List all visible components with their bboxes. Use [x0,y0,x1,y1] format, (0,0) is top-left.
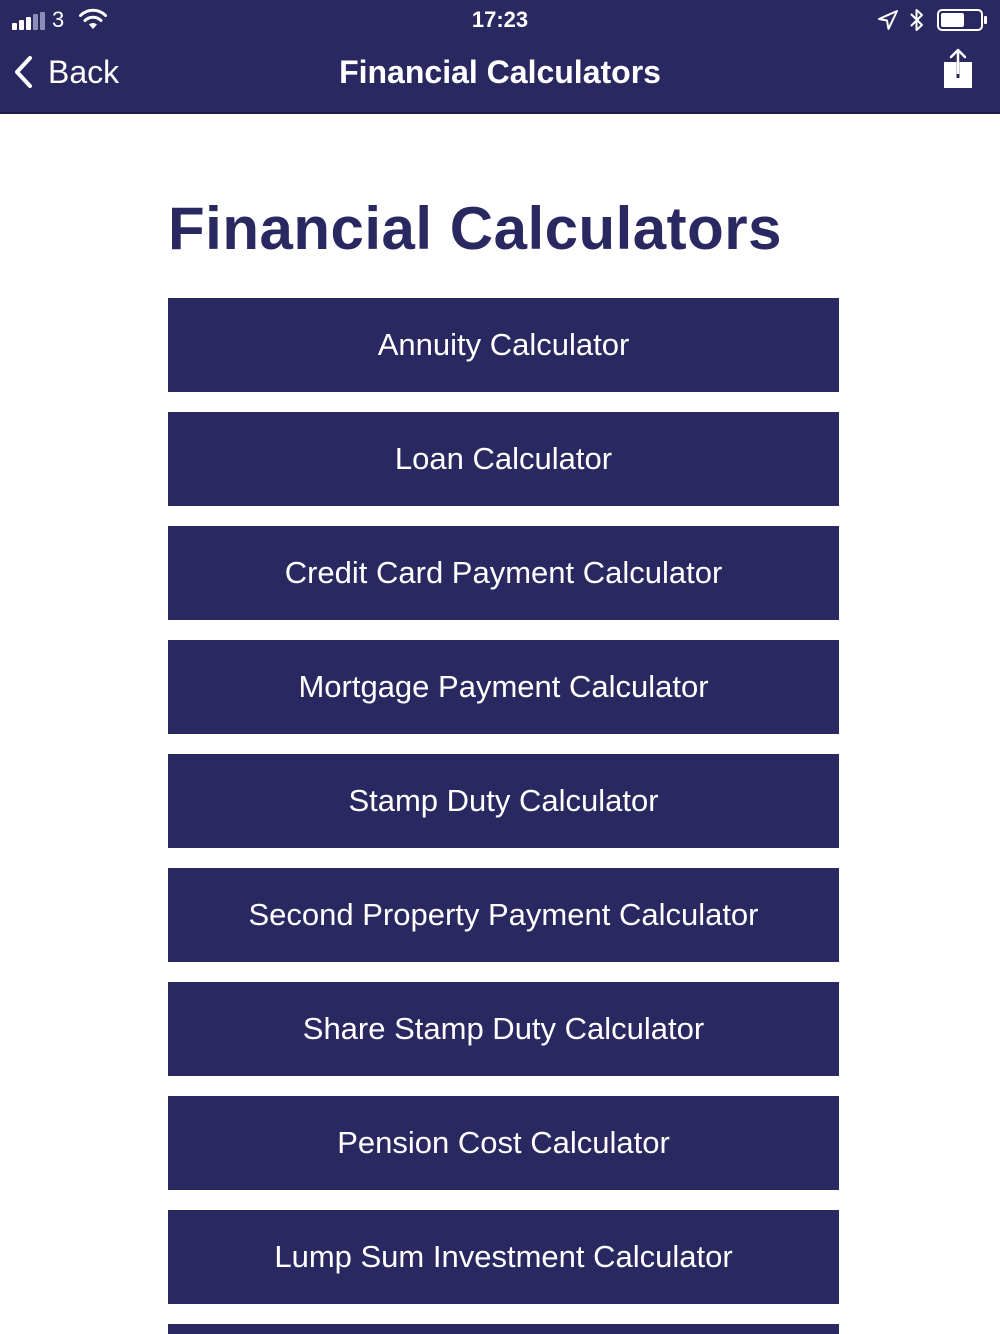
share-stamp-duty-calculator-button[interactable]: Share Stamp Duty Calculator [168,982,839,1076]
loan-calculator-button[interactable]: Loan Calculator [168,412,839,506]
mortgage-payment-calculator-button[interactable]: Mortgage Payment Calculator [168,640,839,734]
lump-sum-investment-calculator-button[interactable]: Lump Sum Investment Calculator [168,1210,839,1304]
back-label: Back [48,54,120,90]
location-arrow-icon [876,9,900,31]
back-chevron-icon [12,55,34,89]
status-time: 17:23 [471,7,529,32]
carrier-name: 3 [52,7,65,32]
navigation-bar [0,40,1000,112]
calculator-list [168,298,839,1334]
status-bar [0,0,1000,40]
credit-card-payment-calculator-button[interactable]: Credit Card Payment Calculator [168,526,839,620]
nav-title: Financial Calculators [339,54,661,90]
annuity-calculator-button[interactable]: Annuity Calculator [168,298,839,392]
main-content [168,114,839,1334]
top-bar [0,0,1000,114]
calculator-button-partial[interactable] [168,1324,839,1334]
back-button[interactable] [12,50,119,94]
share-icon[interactable] [940,48,976,92]
pension-cost-calculator-button[interactable]: Pension Cost Calculator [168,1096,839,1190]
bluetooth-icon [907,7,927,33]
battery-icon [937,9,989,31]
page-title: Financial Calculators [168,195,783,262]
second-property-payment-calculator-button[interactable]: Second Property Payment Calculator [168,868,839,962]
stamp-duty-calculator-button[interactable]: Stamp Duty Calculator [168,754,839,848]
